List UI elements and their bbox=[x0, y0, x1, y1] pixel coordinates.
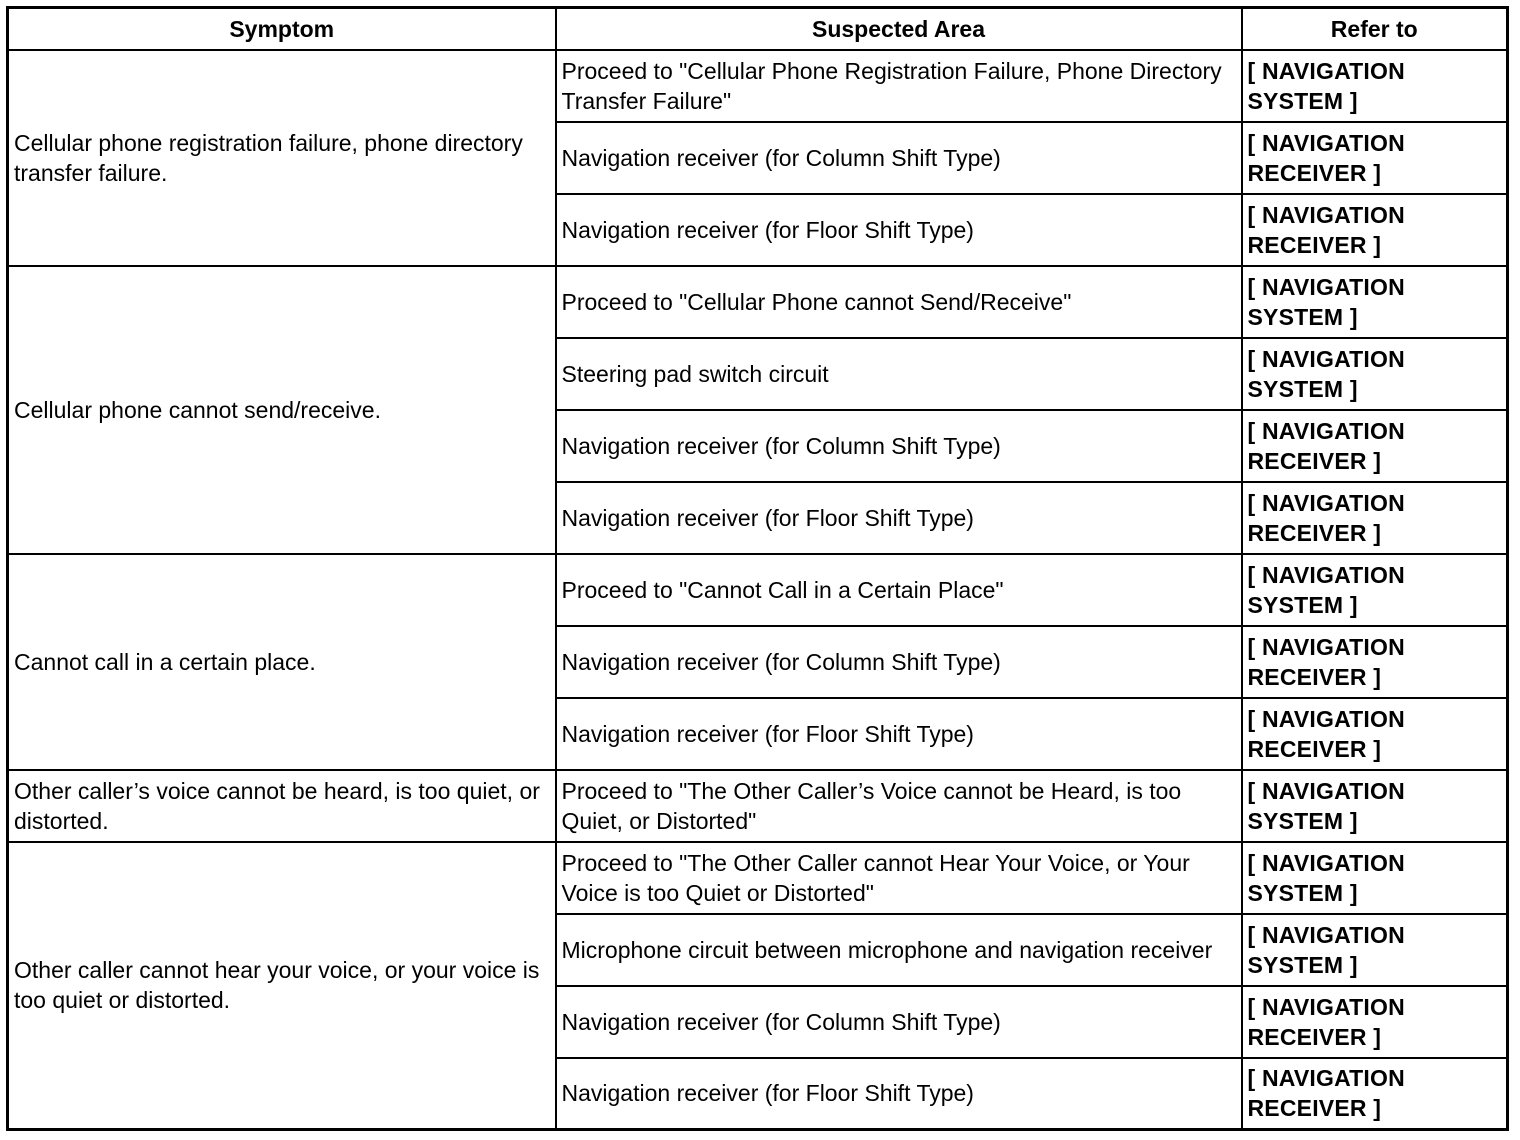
symptom-cell: Cannot call in a certain place. bbox=[8, 554, 556, 770]
table-row bbox=[8, 770, 1508, 842]
refer-to-cell: [ NAVIGATION SYSTEM ] bbox=[1242, 842, 1508, 914]
suspected-area-cell: Navigation receiver (for Column Shift Type) bbox=[556, 410, 1242, 482]
refer-to-cell: [ NAVIGATION RECEIVER ] bbox=[1242, 122, 1508, 194]
header-refer-to: Refer to bbox=[1242, 8, 1508, 50]
symptom-cell: Other caller’s voice cannot be heard, is too quiet, or distorted. bbox=[8, 770, 556, 842]
refer-to-cell: [ NAVIGATION RECEIVER ] bbox=[1242, 1058, 1508, 1130]
suspected-area-cell: Navigation receiver (for Floor Shift Type) bbox=[556, 194, 1242, 266]
symptom-cell: Cellular phone registration failure, phone directory transfer failure. bbox=[8, 50, 556, 266]
suspected-area-cell: Steering pad switch circuit bbox=[556, 338, 1242, 410]
header-row bbox=[8, 8, 1508, 50]
symptom-cell: Other caller cannot hear your voice, or your voice is too quiet or distorted. bbox=[8, 842, 556, 1130]
suspected-area-cell: Navigation receiver (for Column Shift Type) bbox=[556, 986, 1242, 1058]
refer-to-cell: [ NAVIGATION RECEIVER ] bbox=[1242, 410, 1508, 482]
table-row bbox=[8, 554, 1508, 626]
suspected-area-cell: Microphone circuit between microphone and navigation receiver bbox=[556, 914, 1242, 986]
symptom-cell: Cellular phone cannot send/receive. bbox=[8, 266, 556, 554]
suspected-area-cell: Proceed to "The Other Caller’s Voice cannot be Heard, is too Quiet, or Distorted" bbox=[556, 770, 1242, 842]
refer-to-cell: [ NAVIGATION SYSTEM ] bbox=[1242, 338, 1508, 410]
table-row bbox=[8, 50, 1508, 122]
refer-to-cell: [ NAVIGATION SYSTEM ] bbox=[1242, 266, 1508, 338]
suspected-area-cell: Proceed to "The Other Caller cannot Hear Your Voice, or Your Voice is too Quiet or Distorted" bbox=[556, 842, 1242, 914]
suspected-area-cell: Navigation receiver (for Column Shift Type) bbox=[556, 122, 1242, 194]
suspected-area-cell: Proceed to "Cellular Phone cannot Send/Receive" bbox=[556, 266, 1242, 338]
refer-to-cell: [ NAVIGATION RECEIVER ] bbox=[1242, 626, 1508, 698]
suspected-area-cell: Navigation receiver (for Column Shift Type) bbox=[556, 626, 1242, 698]
refer-to-cell: [ NAVIGATION SYSTEM ] bbox=[1242, 50, 1508, 122]
refer-to-cell: [ NAVIGATION SYSTEM ] bbox=[1242, 554, 1508, 626]
suspected-area-cell: Navigation receiver (for Floor Shift Type) bbox=[556, 482, 1242, 554]
suspected-area-cell: Proceed to "Cannot Call in a Certain Place" bbox=[556, 554, 1242, 626]
suspected-area-cell: Proceed to "Cellular Phone Registration Failure, Phone Directory Transfer Failure" bbox=[556, 50, 1242, 122]
table-row bbox=[8, 266, 1508, 338]
refer-to-cell: [ NAVIGATION RECEIVER ] bbox=[1242, 986, 1508, 1058]
header-suspected-area: Suspected Area bbox=[556, 8, 1242, 50]
table-row bbox=[8, 842, 1508, 914]
troubleshooting-table bbox=[6, 6, 1509, 1131]
refer-to-cell: [ NAVIGATION SYSTEM ] bbox=[1242, 914, 1508, 986]
suspected-area-cell: Navigation receiver (for Floor Shift Type) bbox=[556, 1058, 1242, 1130]
refer-to-cell: [ NAVIGATION SYSTEM ] bbox=[1242, 770, 1508, 842]
suspected-area-cell: Navigation receiver (for Floor Shift Type) bbox=[556, 698, 1242, 770]
refer-to-cell: [ NAVIGATION RECEIVER ] bbox=[1242, 194, 1508, 266]
refer-to-cell: [ NAVIGATION RECEIVER ] bbox=[1242, 482, 1508, 554]
header-symptom: Symptom bbox=[8, 8, 556, 50]
refer-to-cell: [ NAVIGATION RECEIVER ] bbox=[1242, 698, 1508, 770]
